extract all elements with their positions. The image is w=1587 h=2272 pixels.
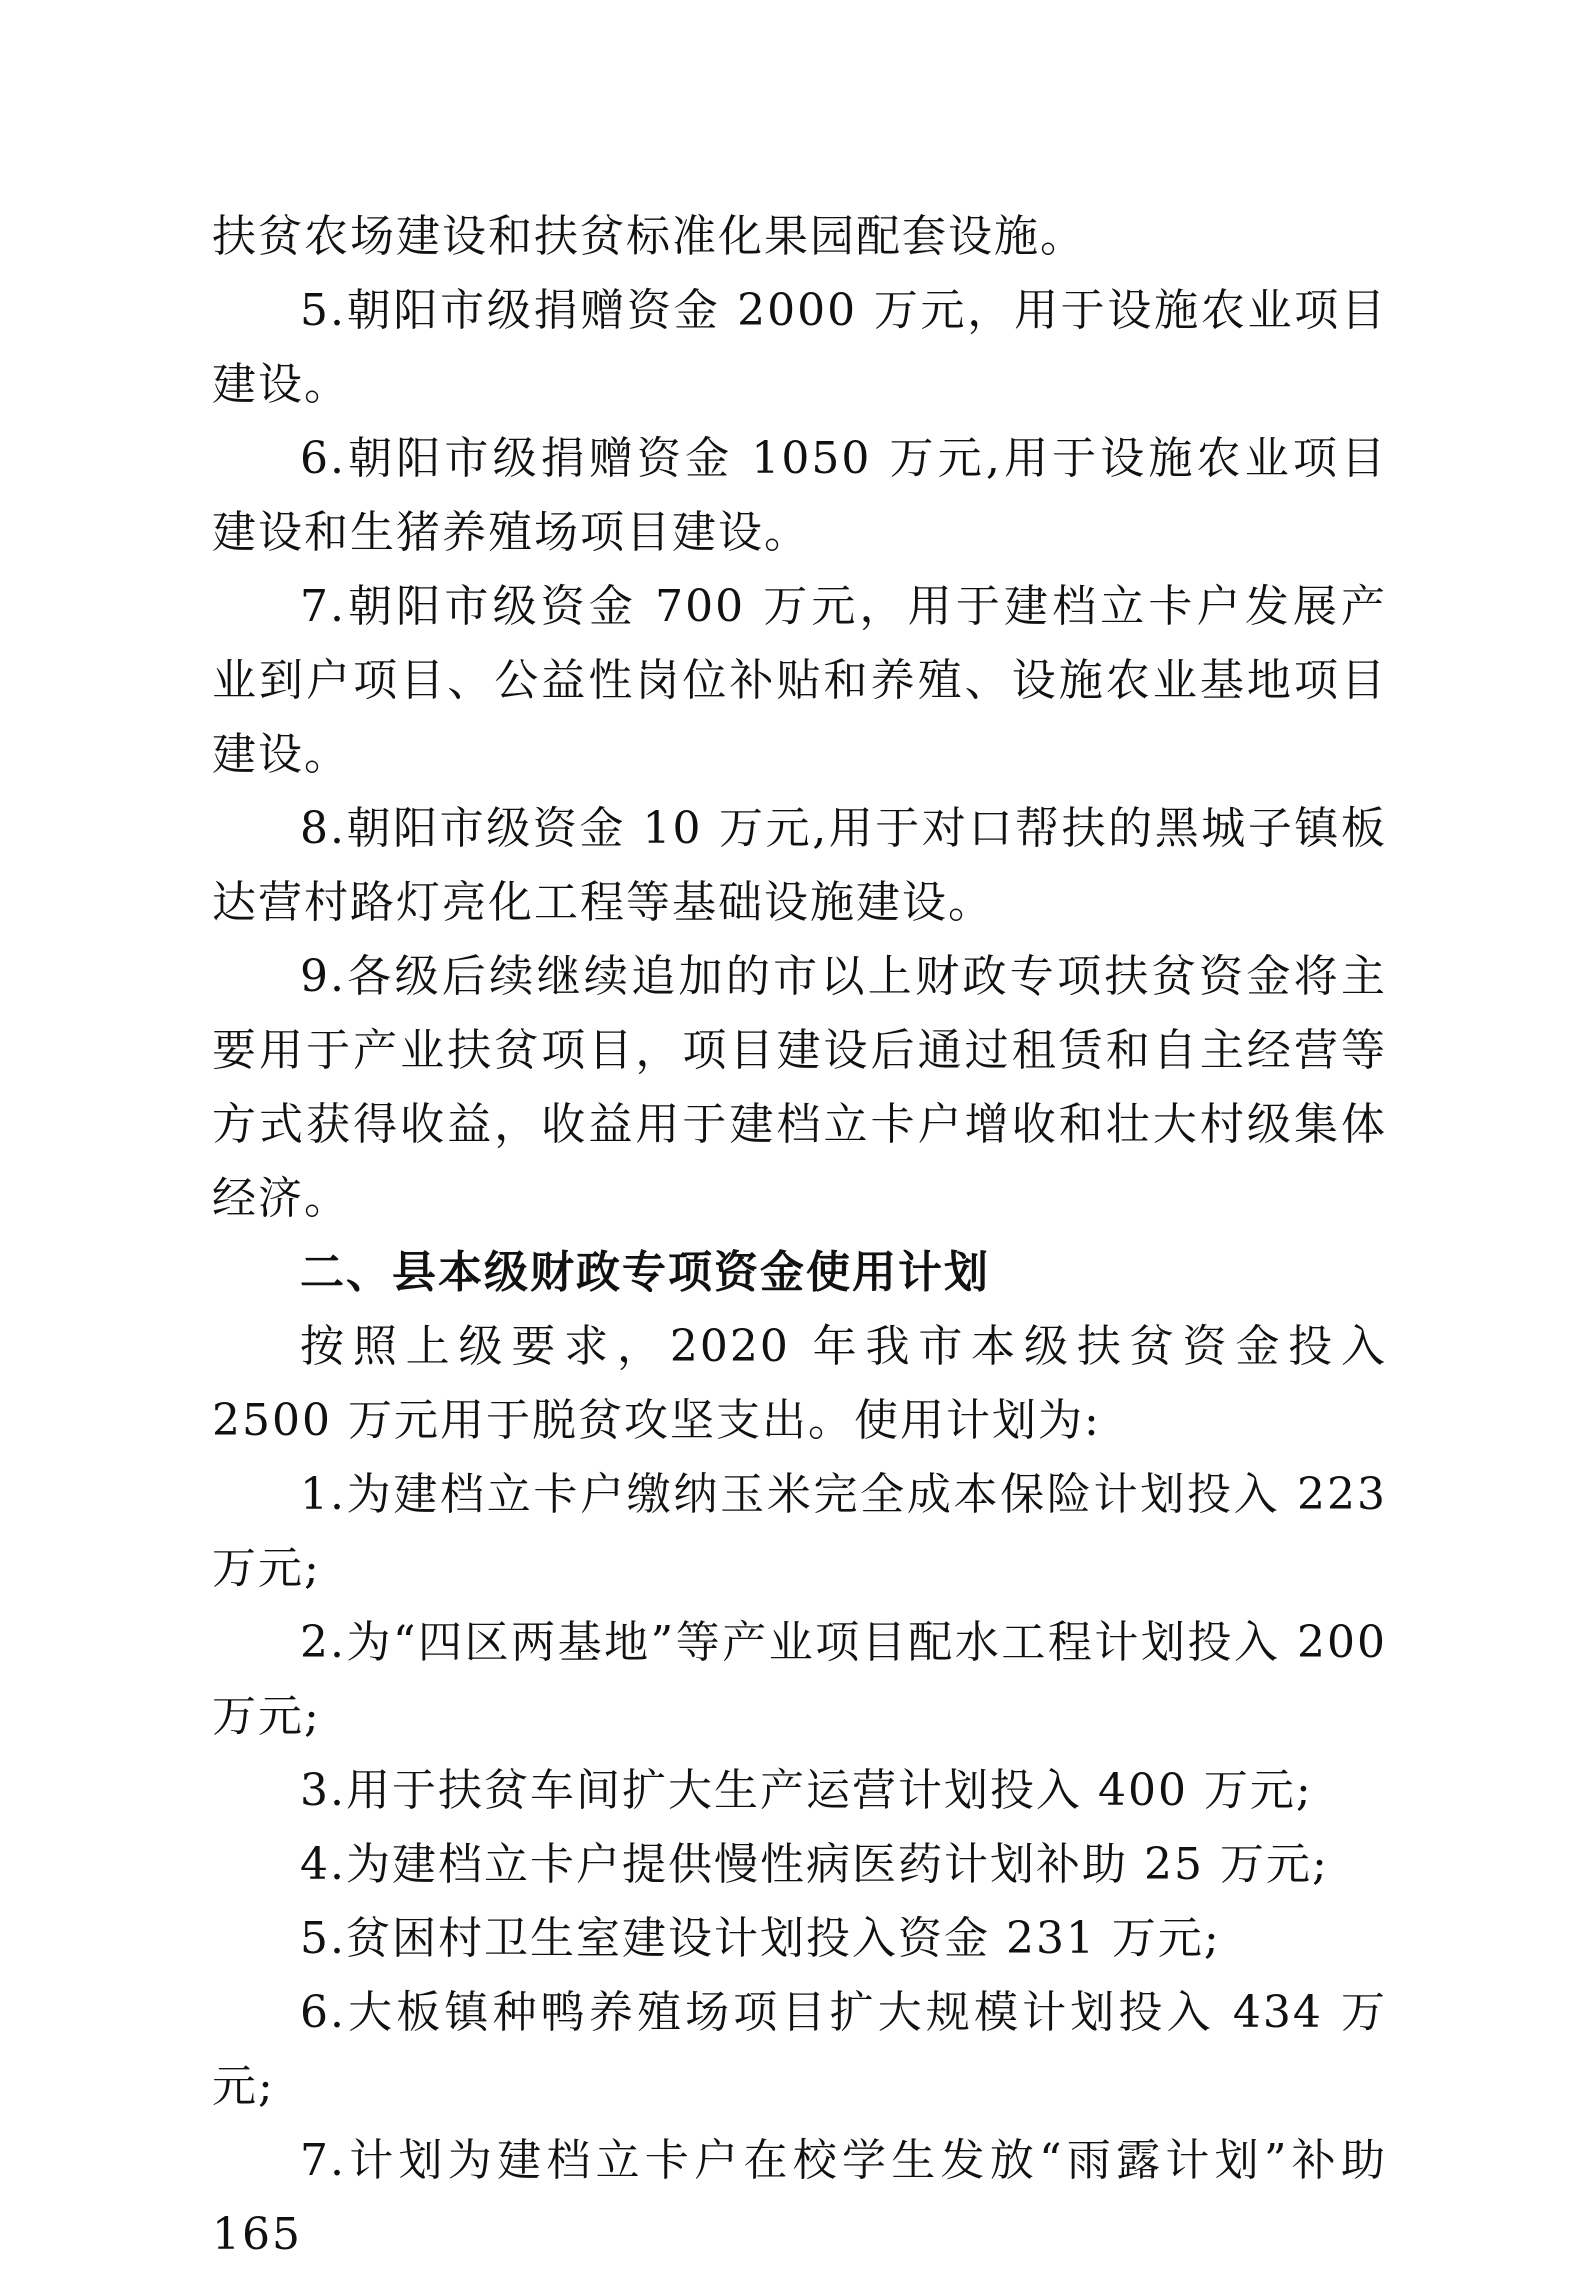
plan-item-2: 2.为“四区两基地”等产业项目配水工程计划投入 200 万元; (212, 1617, 1387, 1742)
plan-item-6: 6.大板镇种鸭养殖场项目扩大规模计划投入 434 万元; (212, 1987, 1387, 2112)
paragraph-continuation: 扶贫农场建设和扶贫标准化果园配套设施。 (212, 211, 1086, 262)
plan-item-5: 5.贫困村卫生室建设计划投入资金 231 万元; (300, 1913, 1221, 1964)
paragraph-item-5: 5.朝阳市级捐赠资金 2000 万元，用于设施农业项目建设。 (212, 285, 1387, 410)
paragraph-item-9: 9.各级后续继续追加的市以上财政专项扶贫资金将主要用于产业扶贫项目，项目建设后通过租赁和自主经营等方式获得收益，收益用于建档立卡户增收和壮大村级集体经济。 (212, 951, 1387, 1224)
paragraph-item-8: 8.朝阳市级资金 10 万元,用于对口帮扶的黑城子镇板达营村路灯亮化工程等基础设施建设。 (212, 803, 1387, 928)
plan-item-4: 4.为建档立卡户提供慢性病医药计划补助 25 万元; (300, 1839, 1329, 1890)
plan-item-7: 7.计划为建档立卡户在校学生发放“雨露计划”补助 165 (212, 2135, 1387, 2260)
plan-item-3: 3.用于扶贫车间扩大生产运营计划投入 400 万元; (300, 1765, 1313, 1816)
paragraph-item-7: 7.朝阳市级资金 700 万元，用于建档立卡户发展产业到户项目、公益性岗位补贴和养殖、设施农业基地项目建设。 (212, 581, 1387, 780)
paragraph-item-6: 6.朝阳市级捐赠资金 1050 万元,用于设施农业项目建设和生猪养殖场项目建设。 (212, 433, 1387, 558)
plan-item-1: 1.为建档立卡户缴纳玉米完全成本保险计划投入 223 万元; (212, 1469, 1387, 1594)
section-heading: 二、县本级财政专项资金使用计划 (300, 1247, 990, 1298)
section-intro: 按照上级要求，2020 年我市本级扶贫资金投入 2500 万元用于脱贫攻坚支出。使用计划为: (212, 1321, 1387, 1446)
document-page (212, 200, 1387, 2272)
